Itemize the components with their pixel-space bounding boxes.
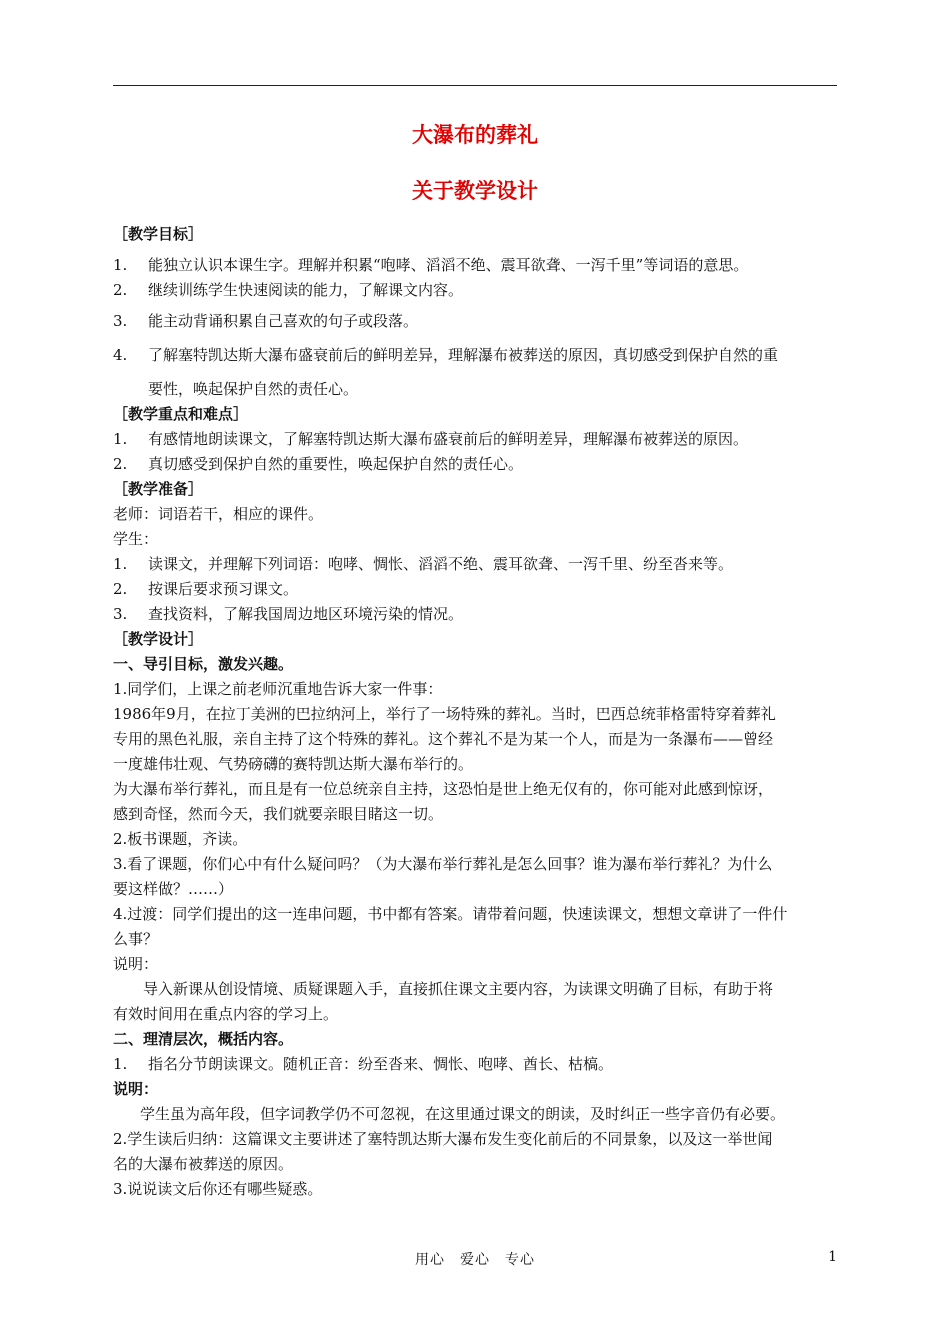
list-item: 2. 真切感受到保护自然的重要性，唤起保护自然的责任心。 (113, 455, 524, 473)
paragraph: 3.看了课题，你们心中有什么疑问吗？（为大瀑布举行葬礼是怎么回事？谁为瀑布举行葬礼？为什么 (113, 855, 773, 873)
note-text: 学生虽为高年段，但字词教学仍不可忽视，在这里通过课文的朗读，及时纠正一些字音仍有必要。 (140, 1105, 786, 1123)
list-item: 4. 了解塞特凯达斯大瀑布盛衰前后的鲜明差异，理解瀑布被葬送的原因，真切感受到保护自然的重 (113, 346, 779, 364)
paragraph: 2.学生读后归纳：这篇课文主要讲述了塞特凯达斯大瀑布发生变化前后的不同景象，以及这一举世闻 (113, 1130, 773, 1148)
list-item: 1. 读课文，并理解下列词语：咆哮、惆怅、滔滔不绝、震耳欲聋、一泻千里、纷至沓来等。 (113, 555, 734, 573)
document-subtitle: 关于教学设计 (412, 178, 538, 203)
list-item: 2. 按课后要求预习课文。 (113, 580, 299, 598)
paragraph: 要这样做？……） (113, 880, 234, 898)
note-label: 说明： (113, 1080, 159, 1098)
note-text: 有效时间用在重点内容的学习上。 (113, 1005, 339, 1023)
paragraph: 4.过渡：同学们提出的这一连串问题，书中都有答案。请带着问题，快速读课文，想想文章讲了一件什 (113, 905, 788, 923)
section-heading-design: ［教学设计］ (113, 630, 204, 648)
paragraph: 一度雄伟壮观、气势磅礴的赛特凯达斯大瀑布举行的。 (113, 755, 474, 773)
paragraph: 3.说说读文后你还有哪些疑惑。 (113, 1180, 323, 1198)
footer-motto: 用心 爱心 专心 (415, 1252, 535, 1268)
header-rule (113, 85, 837, 86)
list-item: 3. 查找资料，了解我国周边地区环境污染的情况。 (113, 605, 464, 623)
list-item: 1. 指名分节朗读课文。随机正音：纷至沓来、惆怅、咆哮、酋长、枯槁。 (113, 1055, 614, 1073)
paragraph: 感到奇怪，然而今天，我们就要亲眼目睹这一切。 (113, 805, 444, 823)
page-number: 1 (828, 1249, 837, 1265)
paragraph: 专用的黑色礼服，亲自主持了这个特殊的葬礼。这个葬礼不是为某一个人，而是为一条瀑布——曾经 (113, 730, 774, 748)
part-heading-1: 一、导引目标，激发兴趣。 (113, 655, 294, 673)
part-heading-2: 二、理清层次，概括内容。 (113, 1030, 294, 1048)
list-item: 3. 能主动背诵积累自己喜欢的句子或段落。 (113, 312, 419, 330)
list-item-continuation: 要性，唤起保护自然的责任心。 (148, 380, 359, 398)
paragraph: 1986年9月，在拉丁美洲的巴拉纳河上，举行了一场特殊的葬礼。当时，巴西总统菲格雷特穿着葬礼 (113, 705, 776, 723)
paragraph: 2.板书课题，齐读。 (113, 830, 248, 848)
student-prep-label: 学生： (113, 530, 159, 548)
note-text: 导入新课从创设情境、质疑课题入手，直接抓住课文主要内容，为读课文明确了目标，有助于将 (143, 980, 774, 998)
document-body (113, 118, 837, 1202)
paragraph: 名的大瀑布被葬送的原因。 (113, 1155, 294, 1173)
section-heading-focus: ［教学重点和难点］ (113, 405, 249, 423)
section-heading-preparation: ［教学准备］ (113, 480, 204, 498)
list-item: 1. 能独立认识本课生字。理解并积累“咆哮、滔滔不绝、震耳欲聋、一泻千里”等词语的意思。 (113, 256, 749, 274)
list-item: 1. 有感情地朗读课文，了解塞特凯达斯大瀑布盛衰前后的鲜明差异，理解瀑布被葬送的原因。 (113, 430, 749, 448)
note-label: 说明： (113, 955, 159, 973)
page-footer (113, 1249, 837, 1269)
list-item: 2. 继续训练学生快速阅读的能力，了解课文内容。 (113, 281, 464, 299)
paragraph: 1.同学们，上课之前老师沉重地告诉大家一件事： (113, 680, 443, 698)
paragraph: 为大瀑布举行葬礼，而且是有一位总统亲自主持，这恐怕是世上绝无仅有的，你可能对此感到惊讶， (113, 780, 774, 798)
document-title: 大瀑布的葬礼 (412, 122, 538, 147)
section-heading-goals: ［教学目标］ (113, 225, 204, 243)
teacher-prep: 老师：词语若干，相应的课件。 (113, 505, 324, 523)
paragraph: 么事？ (113, 930, 159, 948)
